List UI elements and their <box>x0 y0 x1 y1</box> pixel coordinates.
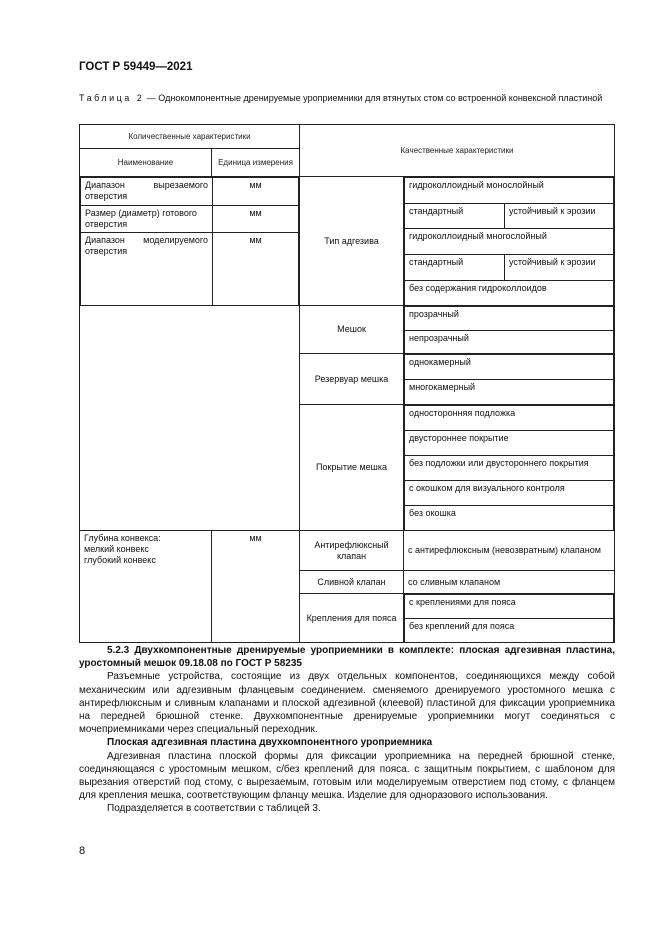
adhesive-item: гидроколлоидный многослойный <box>405 229 614 255</box>
cover-item: односторонняя подложка <box>405 406 614 431</box>
cover-item: без окошка <box>405 506 614 530</box>
drain-item: со сливным клапаном <box>404 571 615 594</box>
bag-item: непрозрачный <box>405 330 614 353</box>
group-adhesive-label: Тип адгезива <box>300 177 404 306</box>
document-header: ГОСТ Р 59449—2021 <box>79 61 193 73</box>
belt-item: без креплений для пояса <box>405 619 614 642</box>
bag-item: прозрачный <box>405 307 614 331</box>
qual-header: Качественные характеристики <box>300 125 615 177</box>
adhesive-item: без содержания гидроколлоидов <box>405 280 614 305</box>
table-caption-label: Таблица 2 <box>79 93 145 103</box>
adhesive-item: гидроколлоидный монослойный <box>405 178 614 204</box>
section-paragraph: Подразделяется в соответствии с таблицей 3. <box>107 803 321 815</box>
quant-row-name: Диапазон моделируемого отверстия <box>81 233 213 306</box>
section-heading: 5.2.3 Двухкомпонентные дренируемые уроприемники в комплекте: плоская адгезивная пластина, уростомный мешок 09.18.08 по ГОСТ Р 58235 <box>79 645 615 670</box>
group-belt-items <box>404 594 614 642</box>
quant-row-unit: мм <box>213 233 299 306</box>
col-name-header: Наименование <box>80 149 212 177</box>
quant-header: Количественные характеристики <box>80 125 300 149</box>
quant-row-name: Размер (диаметр) готового отверстия <box>81 206 213 233</box>
section-5-2-3 <box>79 644 615 816</box>
section-subheading: Плоская адгезивная пластина двухкомпонентного уроприемника <box>107 737 433 749</box>
group-belt-label: Крепления для пояса <box>300 594 404 643</box>
section-paragraph: Адгезивная пластина плоской формы для фиксации уроприемника на передней брюшной стенке, соединяющаяся с уростомным мешком, с/без креплений для пояса. с защитным покрытием, с шаблоном для вырезания отверстий под стому, с вырезаемым, готовым или моделируемым отверстием под стому, с фланцем для крепления мешка, соответствующим фланцу мешка. Изделие для одноразового использования. <box>79 750 615 802</box>
adhesive-item: стандартный <box>405 254 505 280</box>
group-reservoir-label: Резервуар мешка <box>300 354 404 405</box>
belt-item: с креплениями для пояса <box>405 595 614 619</box>
reservoir-item: однокамерный <box>405 355 614 380</box>
adhesive-item: устойчивый к эрозии <box>505 254 614 280</box>
table-caption <box>79 92 619 104</box>
quant-rows-top <box>80 177 299 305</box>
cover-item: без подложки или двустороннего покрытия <box>405 456 614 481</box>
antireflux-item: с антирефлюксным (невозвратным) клапаном <box>404 531 615 571</box>
col-unit-header: Единица измерения <box>212 149 300 177</box>
adhesive-item: стандартный <box>405 203 505 229</box>
quant-row-unit: мм <box>213 206 299 233</box>
characteristics-table <box>79 124 615 643</box>
group-drain-label: Сливной клапан <box>300 571 404 594</box>
group-cover-label: Покрытие мешка <box>300 405 404 531</box>
quant-row-name: Глубина конвекса: мелкий конвекс глубокий конвекс <box>80 531 212 643</box>
adhesive-item: устойчивый к эрозии <box>505 203 614 229</box>
section-paragraph: Разъемные устройства, состоящие из двух отдельных компонентов, соединяющихся между собой механическим или адгезивным фланцевым соединением. сменяемого дренируемого уростомного мешка с антирефлюксным и сливным клапанами и плоской адгезивной (клеевой) пластиной для фиксации уроприемника на передней брюшной стенке. Двухкомпонентные дренируемые уроприемники могут соединяться с мочеприемниками через специальный переходник. <box>79 671 615 736</box>
quant-row-unit: мм <box>213 178 299 206</box>
group-adhesive-items <box>404 177 614 305</box>
cover-item: с окошком для визуального контроля <box>405 481 614 506</box>
table-caption-text: — Однокомпонентные дренируемые уроприемники для втянутых стом со встроенной конвексной пластиной <box>144 93 603 103</box>
group-bag-label: Мешок <box>300 306 404 354</box>
group-reservoir-items <box>404 354 614 404</box>
quant-row-name: Диапазон вырезаемого отверстия <box>81 178 213 206</box>
quant-row-unit: мм <box>212 531 300 643</box>
reservoir-item: многокамерный <box>405 380 614 404</box>
group-bag-items <box>404 306 614 353</box>
cover-item: двустороннее покрытие <box>405 431 614 456</box>
group-antireflux-label: Антирефлюксный клапан <box>300 531 404 571</box>
page-number: 8 <box>79 845 86 857</box>
group-cover-items <box>404 405 614 530</box>
